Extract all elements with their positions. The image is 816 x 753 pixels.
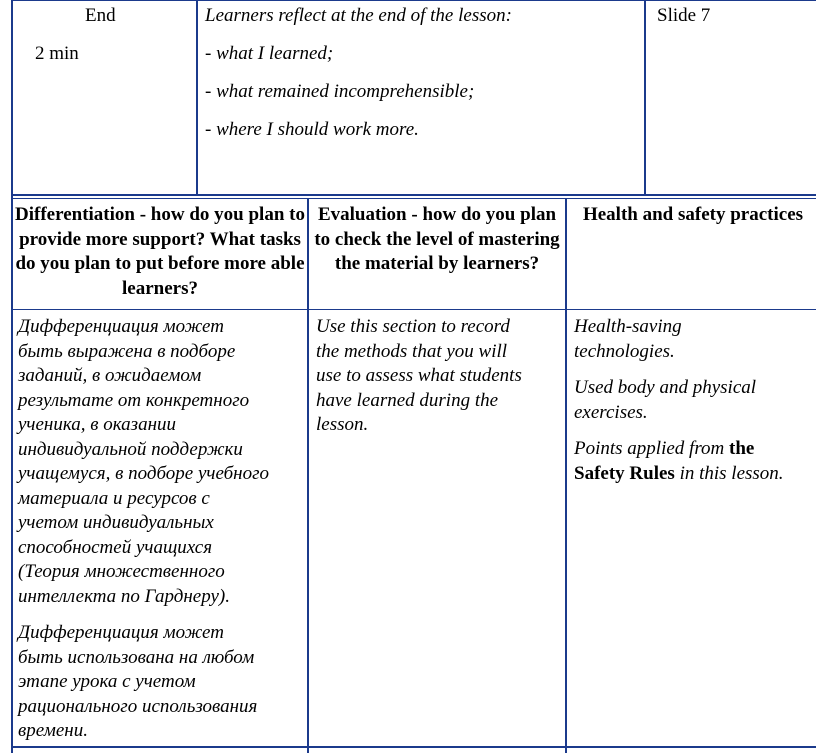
- safety-rules-bold: Safety Rules: [574, 462, 675, 484]
- diff-line: способностей учащихся: [18, 536, 213, 558]
- border-bottom: [12, 746, 816, 748]
- diff-line: учащемуся, в подборе учебного: [18, 463, 270, 484]
- border-row-divider-2: [12, 198, 816, 199]
- health-text-italic: Points applied from: [574, 438, 729, 459]
- diff-line: рационального использования: [18, 695, 258, 717]
- eval-line: Use this section to record: [316, 316, 510, 337]
- border-mid-col2: [565, 198, 567, 753]
- activity-line-4: - where I should work more.: [205, 119, 419, 140]
- header-health-safety: Health and safety practices: [582, 204, 804, 225]
- diff-line: быть использована на любом: [18, 646, 255, 668]
- border-row-divider-1: [12, 194, 816, 196]
- header-evaluation: Evaluation - how do you plan to check the level of mastering the material by learners?: [314, 204, 560, 274]
- eval-line: the methods that you will: [316, 340, 508, 362]
- health-paragraph-3: [574, 437, 784, 486]
- activity-line-2: - what I learned;: [205, 43, 334, 64]
- health-paragraph-1: [574, 315, 784, 364]
- health-line: exercises.: [574, 401, 648, 423]
- differentiation-text: [18, 315, 269, 744]
- health-line: Health-saving: [574, 316, 682, 337]
- border-top-col1: [196, 0, 198, 196]
- resource-label: Slide 7: [657, 5, 711, 26]
- stage-label: End: [85, 5, 116, 26]
- diff-line: этапе урока с учетом: [18, 671, 196, 692]
- health-line: Used body and physical: [574, 377, 757, 398]
- diff-line: индивидуальной поддержки: [18, 438, 243, 460]
- diff-line: заданий, в ожидаемом: [18, 365, 202, 386]
- diff-line: интеллекта по Гарднеру).: [18, 585, 230, 607]
- health-safety-text: [574, 315, 784, 486]
- diff-line: Дифференциация может: [18, 316, 224, 337]
- health-text-bold: the: [729, 438, 755, 459]
- border-top: [12, 0, 816, 1]
- diff-line: ученика, в оказании: [18, 414, 177, 435]
- border-left: [11, 0, 13, 753]
- eval-line: have learned during the: [316, 389, 499, 411]
- health-line: technologies.: [574, 340, 675, 362]
- health-paragraph-2: [574, 376, 784, 425]
- border-mid-col1: [307, 198, 309, 753]
- health-text-italic: in this lesson.: [674, 462, 784, 484]
- diff-line: Дифференциация может: [18, 622, 224, 643]
- diff-line: материала и ресурсов с: [18, 487, 210, 509]
- eval-line: use to assess what students: [316, 365, 522, 386]
- diff-line: учетом индивидуальных: [18, 512, 214, 533]
- diff-line: (Теория множественного: [18, 561, 225, 582]
- diff-line: времени.: [18, 720, 88, 741]
- border-top-col2: [644, 0, 646, 196]
- evaluation-paragraph: [316, 315, 522, 438]
- eval-line: lesson.: [316, 414, 369, 435]
- activity-line-1: Learners reflect at the end of the lesson:: [205, 5, 512, 26]
- diff-line: результате от конкретного: [18, 389, 250, 411]
- border-header-bottom: [12, 309, 816, 310]
- differentiation-paragraph-2: [18, 621, 269, 744]
- diff-line: быть выражена в подборе: [18, 340, 236, 362]
- differentiation-paragraph-1: [18, 315, 269, 609]
- activity-line-3: - what remained incomprehensible;: [205, 81, 475, 102]
- duration-label: 2 min: [35, 43, 79, 64]
- evaluation-text: [316, 315, 522, 438]
- header-differentiation: Differentiation - how do you plan to provide more support? What tasks do you plan to put before more able learners?: [15, 204, 305, 299]
